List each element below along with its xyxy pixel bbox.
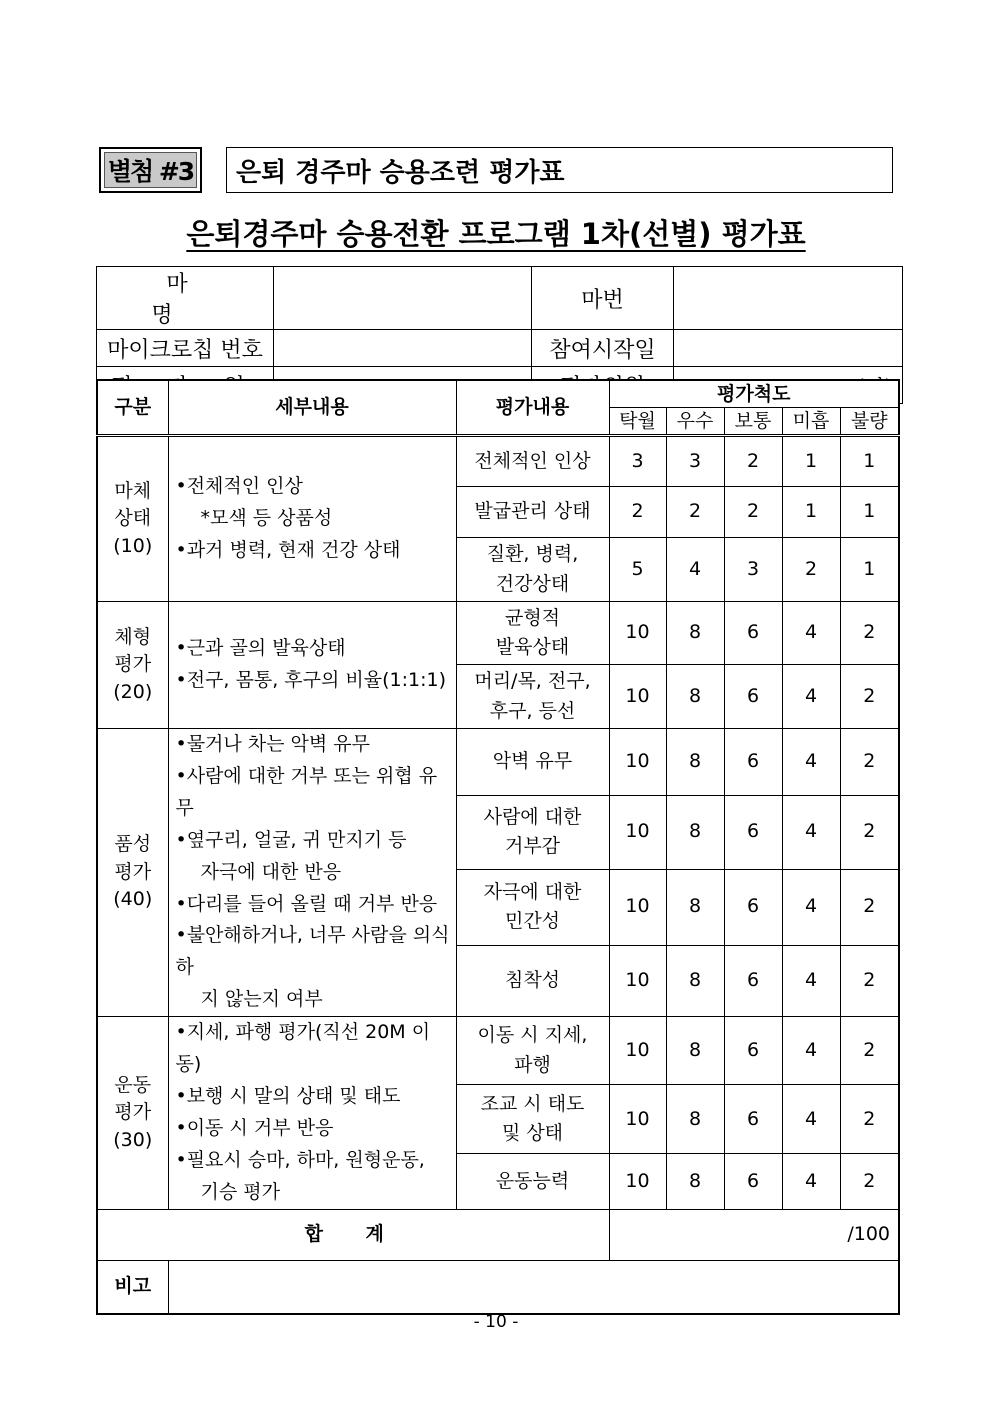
detail-line: 기승 평가 (200, 1180, 280, 1203)
score-cell[interactable]: 6 (724, 795, 782, 869)
content-cell: 악벽 유무 (456, 729, 609, 796)
score-cell[interactable]: 2 (840, 665, 899, 729)
remark-label: 비고 (97, 1260, 168, 1314)
content-cell: 자극에 대한 민간성 (456, 869, 609, 945)
detail-line: •이동 시 거부 반응 (175, 1116, 334, 1139)
table-row (97, 602, 899, 665)
detail-cell (168, 1017, 456, 1209)
score-cell[interactable]: 8 (666, 945, 724, 1016)
score-cell[interactable]: 4 (666, 538, 724, 602)
total-label: 합 계 (97, 1209, 609, 1260)
appendix-tag-label: 별첨 #3 (104, 152, 197, 188)
score-cell[interactable]: 8 (666, 795, 724, 869)
detail-line: •보행 시 말의 상태 및 태도 (175, 1084, 401, 1107)
score-cell[interactable]: 6 (724, 869, 782, 945)
evaluation-table (96, 379, 900, 1315)
score-cell[interactable]: 3 (609, 436, 666, 487)
score-cell[interactable]: 1 (840, 538, 899, 602)
grade-header: 미흡 (782, 408, 840, 436)
score-cell[interactable]: 10 (609, 602, 666, 665)
score-cell[interactable]: 6 (724, 945, 782, 1016)
table-row (97, 729, 899, 796)
score-cell[interactable]: 10 (609, 795, 666, 869)
header-title: 은퇴 경주마 승용조련 평가표 (226, 147, 893, 193)
content-cell: 전체적인 인상 (456, 436, 609, 487)
score-cell[interactable]: 10 (609, 1017, 666, 1085)
score-cell[interactable]: 4 (782, 795, 840, 869)
page-title (0, 212, 992, 253)
score-cell[interactable]: 6 (724, 729, 782, 796)
content-cell: 발굽관리 상태 (456, 487, 609, 538)
start-date-field[interactable] (674, 330, 903, 367)
score-cell[interactable]: 4 (782, 945, 840, 1016)
detail-line: •필요시 승마, 하마, 원형운동, (175, 1148, 425, 1171)
score-cell[interactable]: 1 (782, 487, 840, 538)
horse-name-label: 마 명 (97, 267, 274, 330)
score-cell[interactable]: 1 (840, 436, 899, 487)
score-cell[interactable]: 3 (724, 538, 782, 602)
microchip-label: 마이크로칩 번호 (97, 330, 274, 367)
score-cell[interactable]: 3 (666, 436, 724, 487)
scale-header: 평가척도 (609, 380, 899, 408)
score-cell[interactable]: 4 (782, 869, 840, 945)
score-cell[interactable]: 2 (840, 1154, 899, 1209)
total-row (97, 1209, 899, 1260)
score-cell[interactable]: 4 (782, 1085, 840, 1154)
score-cell[interactable]: 8 (666, 602, 724, 665)
remark-field[interactable] (168, 1260, 899, 1314)
score-cell[interactable]: 4 (782, 602, 840, 665)
detail-line: •과거 병력, 현재 건강 상태 (175, 538, 401, 561)
horse-number-field[interactable] (674, 267, 903, 330)
horse-name-field[interactable] (274, 267, 532, 330)
score-cell[interactable]: 2 (840, 602, 899, 665)
horse-number-label: 마번 (532, 267, 674, 330)
score-cell[interactable]: 2 (840, 729, 899, 796)
appendix-tag (99, 147, 202, 193)
detail-line: 지 않는지 여부 (200, 988, 323, 1011)
start-date-label: 참여시작일 (532, 330, 674, 367)
score-cell[interactable]: 5 (609, 538, 666, 602)
score-cell[interactable]: 2 (724, 487, 782, 538)
page-number: - 10 - (473, 1312, 519, 1332)
header-row (97, 380, 899, 408)
score-cell[interactable]: 8 (666, 1154, 724, 1209)
score-cell[interactable]: 2 (666, 487, 724, 538)
score-cell[interactable]: 8 (666, 1017, 724, 1085)
detail-line: •물거나 차는 악벽 유무 (175, 733, 371, 755)
detail-cell (168, 436, 456, 602)
score-cell[interactable]: 4 (782, 1017, 840, 1085)
score-cell[interactable]: 1 (840, 487, 899, 538)
score-cell[interactable]: 6 (724, 1017, 782, 1085)
score-cell[interactable]: 10 (609, 729, 666, 796)
score-cell[interactable]: 2 (840, 795, 899, 869)
detail-line: •다리를 들어 올릴 때 거부 반응 (175, 892, 438, 915)
total-value[interactable]: /100 (609, 1209, 899, 1260)
grade-header: 불량 (840, 408, 899, 436)
score-cell[interactable]: 2 (609, 487, 666, 538)
score-cell[interactable]: 2 (840, 945, 899, 1016)
score-cell[interactable]: 10 (609, 869, 666, 945)
score-cell[interactable]: 4 (782, 1154, 840, 1209)
category-cell: 운동 평가 (30) (97, 1017, 168, 1209)
microchip-field[interactable] (274, 330, 532, 367)
content-cell: 사람에 대한 거부감 (456, 795, 609, 869)
page-title-text: 은퇴경주마 승용전환 프로그램 1차(선별) 평가표 (186, 217, 806, 251)
score-cell[interactable]: 10 (609, 1154, 666, 1209)
score-cell[interactable]: 10 (609, 945, 666, 1016)
detail-line: •전체적인 인상 (175, 475, 303, 498)
detail-line: •불안해하거나, 너무 사람을 의식하 (175, 924, 450, 979)
score-cell[interactable]: 8 (666, 729, 724, 796)
table-row (97, 436, 899, 487)
content-cell: 침착성 (456, 945, 609, 1016)
grade-header: 보통 (724, 408, 782, 436)
score-cell[interactable]: 2 (840, 1017, 899, 1085)
detail-line: •옆구리, 얼굴, 귀 만지기 등 (175, 828, 407, 851)
detail-header: 세부내용 (168, 380, 456, 436)
content-cell: 균형적 발육상태 (456, 602, 609, 665)
score-cell[interactable]: 4 (782, 665, 840, 729)
detail-cell (168, 602, 456, 729)
table-row (97, 1017, 899, 1085)
detail-line: •지세, 파행 평가(직선 20M 이동) (175, 1021, 431, 1076)
score-cell[interactable]: 6 (724, 1085, 782, 1154)
content-cell: 이동 시 지세, 파행 (456, 1017, 609, 1085)
detail-line: •전구, 몸통, 후구의 비율(1:1:1) (175, 669, 446, 691)
category-cell: 품성 평가 (40) (97, 729, 168, 1017)
category-cell: 체형 평가 (20) (97, 602, 168, 729)
score-cell[interactable]: 6 (724, 665, 782, 729)
score-cell[interactable]: 10 (609, 665, 666, 729)
score-cell[interactable]: 10 (609, 1085, 666, 1154)
score-cell[interactable]: 2 (840, 869, 899, 945)
content-cell: 조교 시 태도 및 상태 (456, 1085, 609, 1154)
content-cell: 운동능력 (456, 1154, 609, 1209)
score-cell[interactable]: 4 (782, 729, 840, 796)
score-cell[interactable]: 2 (782, 538, 840, 602)
score-cell[interactable]: 2 (724, 436, 782, 487)
score-cell[interactable]: 1 (782, 436, 840, 487)
score-cell[interactable]: 8 (666, 665, 724, 729)
content-cell: 머리/목, 전구, 후구, 등선 (456, 665, 609, 729)
score-cell[interactable]: 6 (724, 1154, 782, 1209)
category-header: 구분 (97, 380, 168, 436)
category-cell: 마체 상태 (10) (97, 436, 168, 602)
score-cell[interactable]: 8 (666, 869, 724, 945)
detail-cell (168, 729, 456, 1017)
detail-line: •사람에 대한 거부 또는 위협 유무 (175, 764, 438, 819)
score-cell[interactable]: 6 (724, 602, 782, 665)
grade-header: 탁월 (609, 408, 666, 436)
detail-line: •근과 골의 발육상태 (175, 637, 346, 660)
content-header: 평가내용 (456, 380, 609, 436)
grade-header: 우수 (666, 408, 724, 436)
remark-row (97, 1260, 899, 1314)
content-cell: 질환, 병력, 건강상태 (456, 538, 609, 602)
score-cell[interactable]: 8 (666, 1085, 724, 1154)
score-cell[interactable]: 2 (840, 1085, 899, 1154)
detail-line: 자극에 대한 반응 (200, 860, 342, 883)
detail-line: *모색 등 상품성 (200, 507, 333, 530)
